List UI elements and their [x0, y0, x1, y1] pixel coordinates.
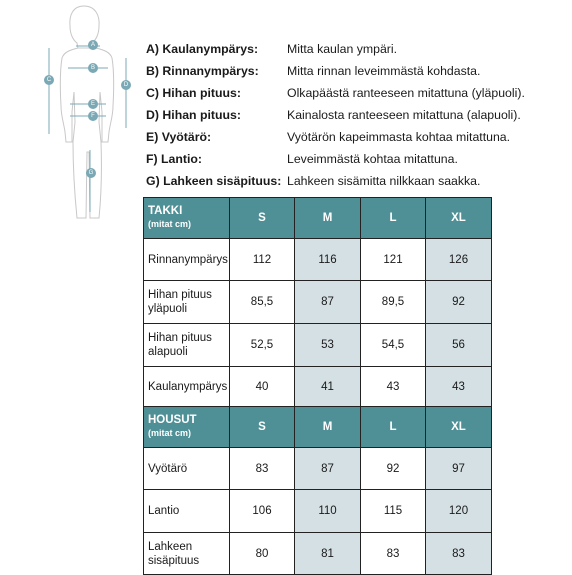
jacket-unit: (mitat cm) [148, 219, 192, 229]
table-cell: 87 [295, 448, 361, 490]
row-label: Lahkeen sisäpituus [144, 533, 230, 575]
table-row [144, 324, 492, 367]
table-cell: 97 [426, 448, 492, 490]
table-cell: 92 [361, 448, 426, 490]
table-cell: 87 [295, 281, 361, 324]
table-cell: 121 [361, 239, 426, 281]
legend-key: C) Hihan pituus: [146, 86, 241, 100]
table-cell: 54,5 [361, 324, 426, 367]
legend-key: E) Vyötärö: [146, 130, 212, 144]
measurement-legend [146, 38, 566, 192]
legend-key: B) Rinnanympärys: [146, 64, 259, 78]
legend-key: A) Kaulanympärys: [146, 42, 259, 56]
table-cell: 81 [295, 533, 361, 575]
legend-description: Mitta rinnan leveimmästä kohdasta. [287, 64, 481, 78]
body-measurement-figure [40, 2, 135, 227]
legend-item [146, 148, 566, 170]
pants-unit: (mitat cm) [148, 428, 192, 438]
legend-description: Mitta kaulan ympäri. [287, 42, 398, 56]
size-table [143, 197, 492, 575]
table-cell: 85,5 [230, 281, 295, 324]
jacket-header-row [144, 198, 492, 239]
table-cell: 52,5 [230, 324, 295, 367]
size-header-l: L [361, 407, 426, 448]
table-cell: 80 [230, 533, 295, 575]
legend-item [146, 38, 566, 60]
table-row [144, 448, 492, 490]
table-cell: 41 [295, 367, 361, 407]
figure-marker-b: B [88, 63, 98, 73]
table-cell: 83 [426, 533, 492, 575]
table-cell: 43 [361, 367, 426, 407]
table-cell: 40 [230, 367, 295, 407]
size-header-m: M [295, 407, 361, 448]
table-cell: 126 [426, 239, 492, 281]
legend-description: Vyötärön kapeimmasta kohtaa mitattuna. [287, 130, 511, 144]
legend-key: F) Lantio: [146, 152, 203, 166]
legend-key: G) Lahkeen sisäpituus: [146, 174, 282, 188]
row-label: Lantio [144, 490, 230, 533]
legend-item [146, 60, 566, 82]
legend-description: Kainalosta ranteeseen mitattuna (alapuoli). [287, 108, 521, 122]
table-row [144, 490, 492, 533]
table-cell: 92 [426, 281, 492, 324]
table-cell: 106 [230, 490, 295, 533]
table-row [144, 281, 492, 324]
size-header-l: L [361, 198, 426, 239]
jacket-header-cell [144, 198, 230, 239]
size-header-m: M [295, 198, 361, 239]
legend-item [146, 104, 566, 126]
row-label: Rinnanympärys [144, 239, 230, 281]
table-cell: 43 [426, 367, 492, 407]
row-label: Hihan pituus alapuoli [144, 324, 230, 367]
figure-marker-a: A [88, 40, 98, 50]
row-label: Vyötärö [144, 448, 230, 490]
figure-marker-c: C [44, 75, 54, 85]
legend-item [146, 82, 566, 104]
legend-description: Lahkeen sisämitta nilkkaan saakka. [287, 174, 481, 188]
table-cell: 116 [295, 239, 361, 281]
table-cell: 83 [361, 533, 426, 575]
row-label: Hihan pituus yläpuoli [144, 281, 230, 324]
legend-description: Leveimmästä kohtaa mitattuna. [287, 152, 458, 166]
table-cell: 110 [295, 490, 361, 533]
figure-marker-f: F [88, 111, 98, 121]
table-cell: 120 [426, 490, 492, 533]
size-header-s: S [230, 407, 295, 448]
table-cell: 53 [295, 324, 361, 367]
table-row [144, 367, 492, 407]
table-cell: 112 [230, 239, 295, 281]
pants-header-row [144, 407, 492, 448]
table-cell: 56 [426, 324, 492, 367]
table-cell: 115 [361, 490, 426, 533]
legend-key: D) Hihan pituus: [146, 108, 241, 122]
figure-marker-g: G [86, 168, 96, 178]
table-cell: 83 [230, 448, 295, 490]
size-header-xl: XL [426, 407, 492, 448]
figure-marker-d: D [121, 80, 131, 90]
jacket-title: TAKKI [148, 205, 183, 217]
figure-marker-e: E [88, 99, 98, 109]
table-row [144, 239, 492, 281]
pants-header-cell [144, 407, 230, 448]
table-row [144, 533, 492, 575]
pants-title: HOUSUT [148, 414, 197, 426]
legend-description: Olkapäästä ranteeseen mitattuna (yläpuoli). [287, 86, 525, 100]
legend-item [146, 126, 566, 148]
legend-item [146, 170, 566, 192]
row-label: Kaulanympärys [144, 367, 230, 407]
size-header-s: S [230, 198, 295, 239]
size-header-xl: XL [426, 198, 492, 239]
table-cell: 89,5 [361, 281, 426, 324]
